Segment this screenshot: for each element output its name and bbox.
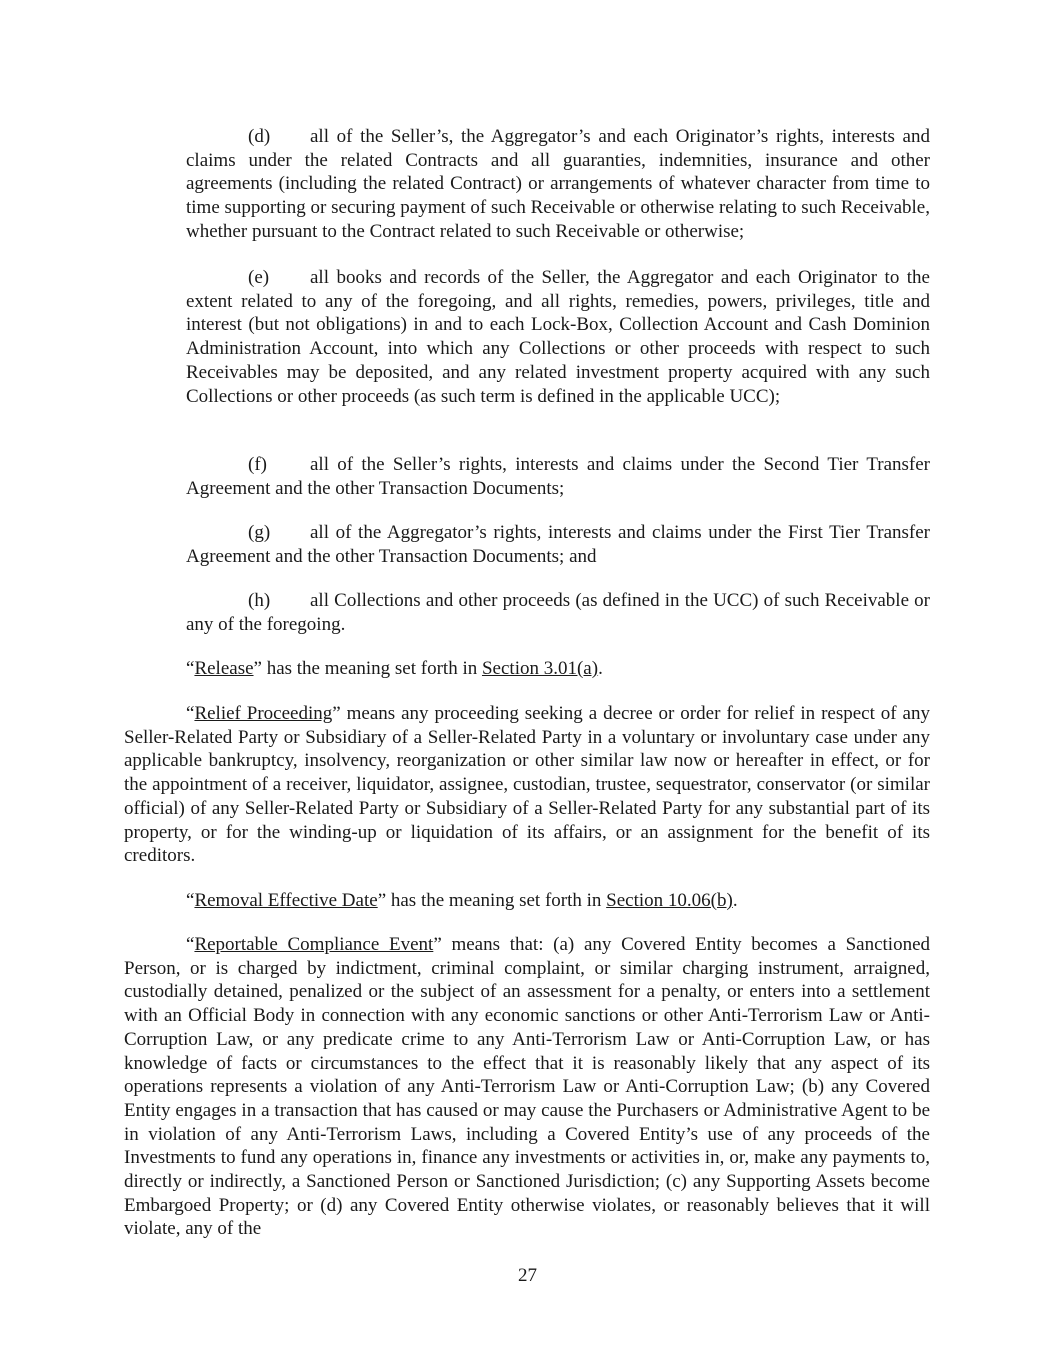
clause-g <box>186 521 930 568</box>
close-quote: ” <box>253 658 262 679</box>
definition-text: has the meaning set forth in <box>261 658 482 679</box>
clause-f <box>186 453 930 500</box>
clause-text: all Collections and other proceeds (as defined in the UCC) of such Receivable or any of the foregoing. <box>186 590 930 635</box>
close-quote: ” <box>377 890 387 911</box>
clause-marker: (h) <box>248 590 271 611</box>
open-quote: “ <box>186 890 195 911</box>
definition-release <box>124 657 930 681</box>
clause-h <box>186 589 930 636</box>
definition-reportable-compliance-event <box>124 933 930 1241</box>
clause-e <box>186 266 930 408</box>
definition-text: means that: (a) any Covered Entity becomes a Sanctioned Person, or is charged by indictment, criminal complaint, or similar charging instrument, arraigned, custodially detained, penalized or the subject of an assessment for a penalty, or enters into a settlement with an Official Body in connection with any economic sanctions or other Anti-Terrorism Law or Anti-Corruption Law, or any predicate crime to any Anti-Terrorism Law or Anti-Corruption Law, or has knowledge of facts or circumstances to the effect that it is reasonably likely that any aspect of its operations represents a violation of any Anti-Terrorism Law or Anti-Corruption Law; (b) any Covered Entity engages in a transaction that has caused or may cause the Purchasers or Administrative Agent to be in violation of any Anti-Terrorism Laws, including a Covered Entity’s use of any proceeds of the Investments to fund any operations in, finance any investments or activities in, or, make any payments to, directly or indirectly, a Sanctioned Person or Sanctioned Jurisdiction; (c) any Supporting Assets become Embargoed Property; or (d) any Covered Entity otherwise violates, or reasonably believes that it will violate, any of the <box>124 934 931 1240</box>
clause-d <box>186 125 930 244</box>
clause-text: all of the Seller’s rights, interests and claims under the Second Tier Transfer Agreement and the other Transaction Documents; <box>186 454 930 499</box>
close-quote: ” <box>433 934 442 955</box>
clause-text: all books and records of the Seller, the Aggregator and each Originator to the extent related to any of the foregoing, and all rights, remedies, powers, privileges, title and interest (but not obligations) in and to each Lock-Box, Collection Account and Cash Dominion Administration Account, into which any Collections or other proceeds with respect to such Receivables may be deposited, and any related investment property acquired with any such Collections or other proceeds (as such term is defined in the applicable UCC); <box>186 267 930 407</box>
clause-marker: (d) <box>248 126 271 147</box>
clause-marker: (g) <box>248 522 271 543</box>
period: . <box>732 890 738 911</box>
clause-text: all of the Seller’s, the Aggregator’s and each Originator’s rights, interests and claims under the related Contracts and all guaranties, indemnities, insurance and other agreements (including the related Contract) or arrangements of whatever character from time to time supporting or securing payment of such Receivable or otherwise relating to such Receivable, whether pursuant to the Contract related to such Receivable or otherwise; <box>186 126 930 242</box>
section-reference: Section 3.01(a) <box>481 658 599 679</box>
open-quote: “ <box>186 934 195 955</box>
clause-text: all of the Aggregator’s rights, interests and claims under the First Tier Transfer Agreement and the other Transaction Documents; and <box>186 522 930 567</box>
defined-term: Removal Effective Date <box>194 890 378 911</box>
open-quote: “ <box>186 658 195 679</box>
definition-relief-proceeding <box>124 702 930 868</box>
definition-text: means any proceeding seeking a decree or order for relief in respect of any Seller-Related Party or Subsidiary of a Seller-Related Party in a voluntary or involuntary case under any applicable bankruptcy, insolvency, reorganization or other similar law now or hereafter in effect, or for the appointment of a receiver, liquidator, assignee, custodian, trustee, sequestrator, conservator (or similar official) of any Seller-Related Party or Subsidiary of a Seller-Related Party for any substantial part of its property, or for the winding-up or liquidation of its affairs, or an assignment for the benefit of its creditors. <box>124 703 930 867</box>
defined-term: Reportable Compliance Event <box>194 934 434 955</box>
defined-term: Relief Proceeding <box>194 703 333 724</box>
close-quote: ” <box>332 703 341 724</box>
clause-marker: (e) <box>248 267 270 288</box>
open-quote: “ <box>186 703 195 724</box>
definition-text: has the meaning set forth in <box>386 890 607 911</box>
period: . <box>598 658 603 679</box>
page-number: 27 <box>518 1265 537 1286</box>
definition-removal-effective-date <box>124 889 930 913</box>
section-reference: Section 10.06(b) <box>606 890 733 911</box>
defined-term: Release <box>194 658 254 679</box>
clause-marker: (f) <box>248 454 267 475</box>
